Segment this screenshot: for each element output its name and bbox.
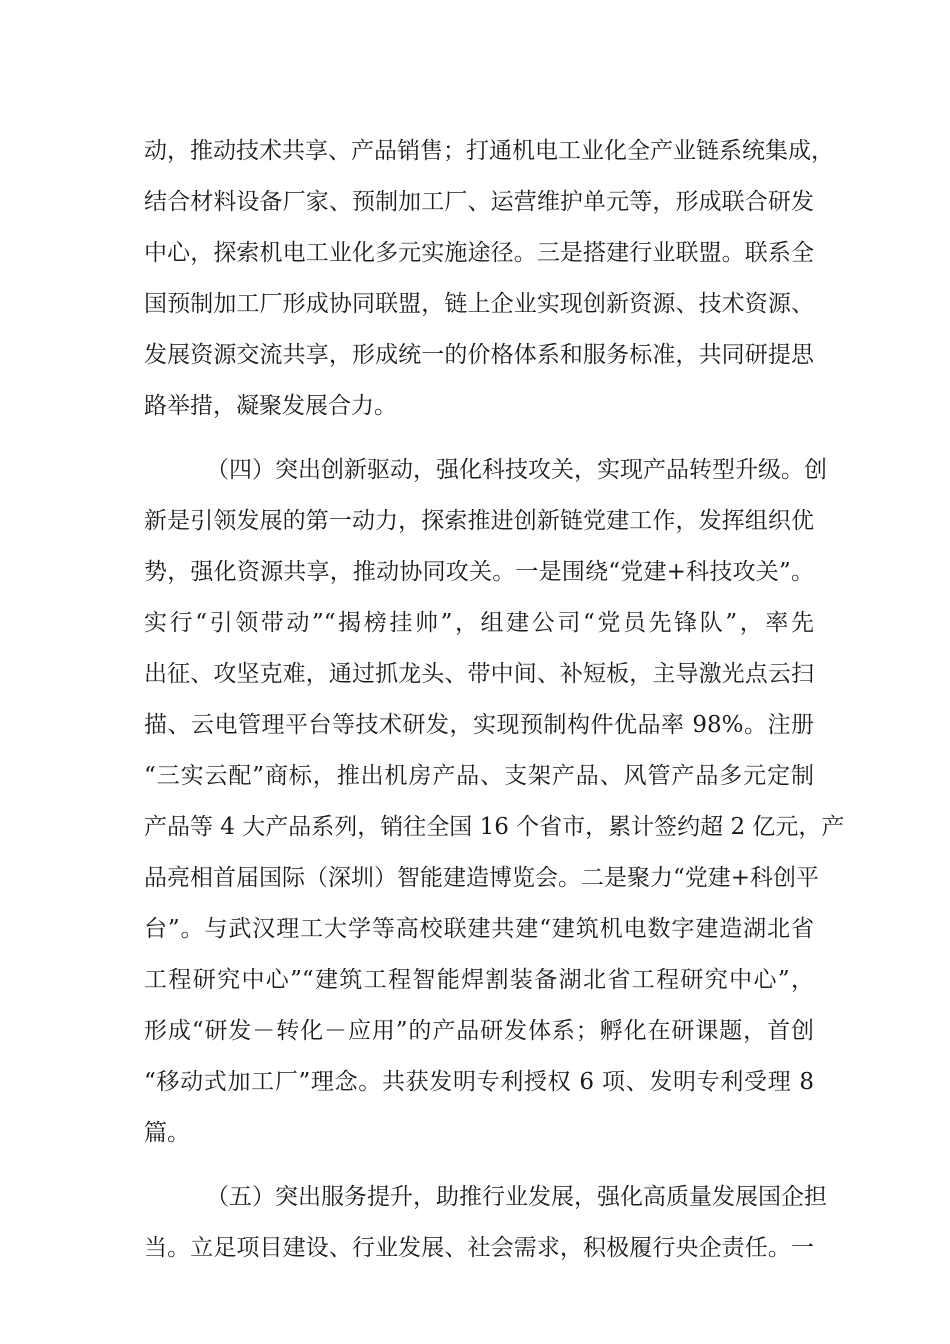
text-line: 台”。与武汉理工大学等高校联建共建“建筑机电数字建造湖北省 <box>144 916 814 942</box>
paragraph-five <box>144 1172 827 1274</box>
document-body <box>144 126 845 1274</box>
text-line: 路举措，凝聚发展合力。 <box>144 393 397 419</box>
text-line: 动，推动技术共享、产品销售；打通机电工业化全产业链系统集成， <box>144 138 834 164</box>
text-line: 发展资源交流共享，形成统一的价格体系和服务标准，共同研提思 <box>144 342 814 368</box>
text-line: 描、云电管理平台等技术研发，实现预制构件优品率 98%。注册 <box>144 712 814 738</box>
text-line: 中心，探索机电工业化多元实施途径。三是搭建行业联盟。联系全 <box>144 240 814 266</box>
text-line: 新是引领发展的第一动力，探索推进创新链党建工作，发挥组织优 <box>144 508 814 534</box>
text-line: 产品等 4 大产品系列，销往全国 16 个省市，累计签约超 2 亿元，产 <box>144 814 845 840</box>
paragraph-heading-line: （四）突出创新驱动，强化科技攻关，实现产品转型升级。创 <box>206 457 827 483</box>
paragraph-continuation <box>144 126 834 432</box>
paragraph-spacing <box>144 1159 814 1172</box>
text-line: 势，强化资源共享，推动协同攻关。一是围绕“党建+科技攻关”。 <box>144 559 814 585</box>
text-line: 篇。 <box>144 1120 190 1146</box>
text-line: “三实云配”商标，推出机房产品、支架产品、风管产品多元定制 <box>144 763 814 789</box>
text-line: “移动式加工厂”理念。共获发明专利授权 6 项、发明专利受理 8 <box>144 1069 814 1095</box>
paragraph-four <box>144 445 845 1159</box>
paragraph-heading-line: （五）突出服务提升，助推行业发展，强化高质量发展国企担 <box>206 1184 827 1210</box>
paragraph-spacing <box>144 432 814 445</box>
text-line: 品亮相首届国际（深圳）智能建造博览会。二是聚力“党建+科创平 <box>144 865 820 891</box>
text-line: 出征、攻坚克难，通过抓龙头、带中间、补短板，主导激光点云扫 <box>144 661 814 687</box>
text-line: 当。立足项目建设、行业发展、社会需求，积极履行央企责任。一 <box>144 1235 814 1261</box>
text-line: 实行“引领带动”“揭榜挂帅”，组建公司“党员先锋队”，率先 <box>144 610 814 636</box>
text-line: 工程研究中心”“建筑工程智能焊割装备湖北省工程研究中心”， <box>144 967 814 993</box>
text-line: 结合材料设备厂家、预制加工厂、运营维护单元等，形成联合研发 <box>144 189 814 215</box>
text-line: 国预制加工厂形成协同联盟，链上企业实现创新资源、技术资源、 <box>144 291 814 317</box>
text-line: 形成“研发－转化－应用”的产品研发体系；孵化在研课题，首创 <box>144 1018 814 1044</box>
